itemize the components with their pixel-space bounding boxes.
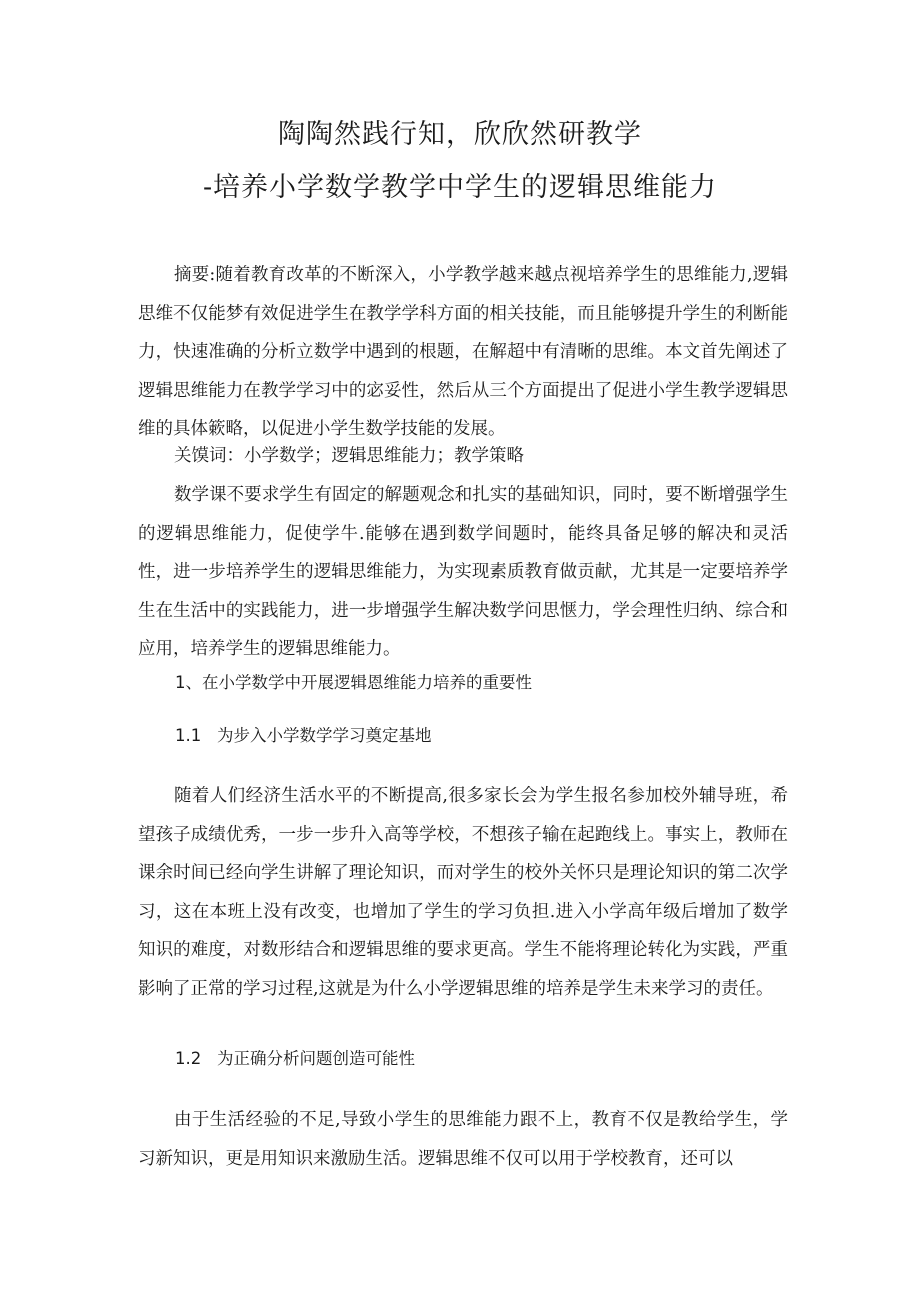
document-subtitle: -培养小学数学教学中学生的逻辑思维能力: [202, 172, 718, 203]
section-heading-1-2: 1.2 为正确分析问题创造可能性: [175, 1049, 415, 1068]
abstract-paragraph: 摘要:随着教育改革的不断深入，小学教学越来越点视培养学生的思维能力,逻辑思维不仅能梦有效促进学生在教学学科方面的相关技能，而且能够提升学生的利断能力，快速准确的分析立数学中遇到的根题，在解超中有清晰的思维。本文首先阐述了逻辑思维能力在教学学习中的宓妥性，然后从三个方面提出了促进小学生教学逻辑思维的具体簌略，以促进小学生数学技能的发展。: [138, 265, 788, 440]
section-1-2-paragraph: 由于生活经验的不足,导致小学生的思维能力跟不上，教育不仅是教给学生，学习新知识，更是用知识来激励生活。逻辑思维不仅可以用于学校教育，还可以: [138, 1110, 788, 1169]
document-title: 陶陶然践行知，欣欣然研教学: [278, 119, 642, 150]
section-1-1-paragraph: 随着人们经济生活水平的不断提高,很多家长会为学生报名参加校外辅导班，希望孩子成绩优秀，一步一步升入高等学校，不想孩子输在起跑线上。事实上，教师在课余时间已经向学生讲解了理论知识，而对学生的校外关怀只是理论知识的第二次学习，这在本班上没有改变，也增加了学生的学习负担.进入小学高年级后增加了数学知识的难度，对数形结合和逻辑思维的要求更高。学生不能将理论转化为实践，严重影响了正常的学习过程,这就是为什么小学逻辑思维的培养是学生未来学习的责任。: [138, 786, 788, 999]
section-heading-1: 1、在小学数学中开展逻辑恩维能力培养的重要性: [175, 673, 532, 692]
intro-paragraph: 数学课不要求学生有固定的解题观念和扎实的基础知识，同时，要不断增强学生的逻辑思维能力，促使学牛.能够在遇到数学间题时，能终具备足够的解决和灵活性，进一步培养学生的逻辑思维能力，为实现素质教育做贡献，尤其是一定要培养学生在生活中的实践能力，进一步增强学生解决数学问思惬力，学会理性归纳、综合和应用，培养学生的逻辑思维能力。: [138, 485, 788, 660]
section-heading-1-1: 1.1 为步入小学数学学习奠定基地: [175, 726, 432, 745]
keywords-line: 关馍词：小学数学；逻辑思维能力；教学策略: [174, 446, 524, 466]
